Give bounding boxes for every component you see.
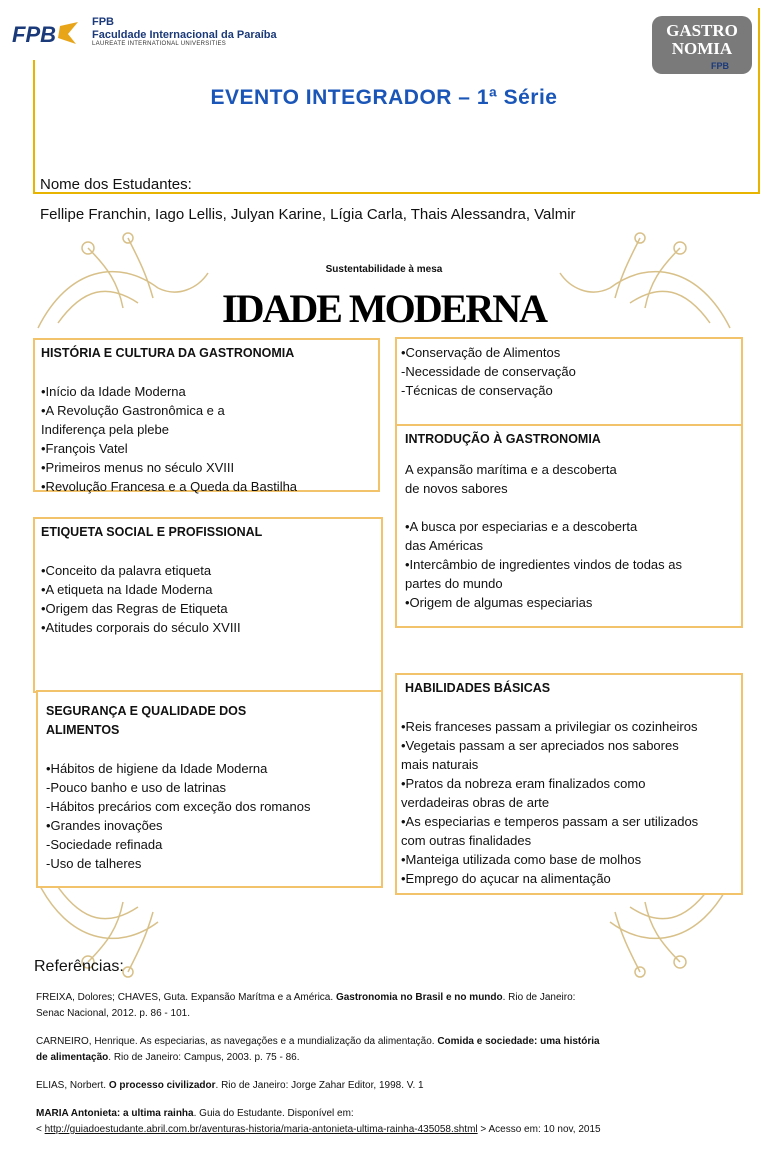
list-item: -Pouco banho e uso de latrinas (46, 780, 226, 795)
list-item: •Intercâmbio de ingredientes vindos de todas as (405, 557, 682, 572)
list-item: •Vegetais passam a ser apreciados nos sabores (401, 738, 679, 753)
list-item: •François Vatel (41, 441, 128, 456)
list-item: •A busca por especiarias e a descoberta (405, 519, 638, 534)
reference-item (36, 990, 601, 1022)
students-names: Fellipe Franchin, Iago Lellis, Julyan Karine, Lígia Carla, Thais Alessandra, Valmir (40, 206, 576, 223)
list-item: -Hábitos precários com exceção dos romanos (46, 799, 311, 814)
list-item: mais naturais (401, 757, 479, 772)
references-list (36, 990, 601, 1150)
fpb-logo-text: FPB (12, 22, 56, 47)
list-item: •Revolução Francesa e a Queda da Bastilha (41, 479, 298, 494)
box-historia (33, 338, 380, 492)
ref4-link[interactable]: http://guiadoestudante.abril.com.br/aventuras-historia/maria-antonieta-ultima-rainha-435058.shtml (44, 1124, 478, 1135)
list-item: •Atitudes corporais do século XVIII (41, 620, 241, 635)
list-item: •Hábitos de higiene da Idade Moderna (46, 761, 268, 776)
ref1-text-c: . Rio de Janeiro: (502, 992, 576, 1003)
list-item: -Uso de talheres (46, 856, 142, 871)
list-item: •A Revolução Gastronômica e a (41, 403, 225, 418)
reference-item (36, 1078, 601, 1094)
list-item: de novos sabores (405, 481, 508, 496)
list-item: •Conservação de Alimentos (401, 345, 561, 360)
box-etiqueta (33, 517, 383, 693)
list-item: -Técnicas de conservação (401, 383, 553, 398)
ref1-text-d: Senac Nacional, 2012. p. 86 - 101. (36, 1008, 190, 1019)
event-title: EVENTO INTEGRADOR – 1ª Série (210, 86, 558, 109)
box-historia-heading: HISTÓRIA E CULTURA DA GASTRONOMIA (41, 346, 295, 360)
box-seguranca-heading-2: ALIMENTOS (46, 723, 120, 737)
ref2-text-d: . Rio de Janeiro: Campus, 2003. p. 75 - 86. (108, 1052, 300, 1063)
ref3-text-c: . Rio de Janeiro: Jorge Zahar Editor, 1998. V. 1 (215, 1080, 424, 1091)
list-item: com outras finalidades (401, 833, 532, 848)
list-item: •Origem das Regras de Etiqueta (41, 601, 228, 616)
box-introducao (395, 424, 743, 628)
list-item: •Manteiga utilizada como base de molhos (401, 852, 642, 867)
list-item: •Origem de algumas especiarias (405, 595, 593, 610)
list-item: •Emprego do açucar na alimentação (401, 871, 611, 886)
reference-item (36, 1034, 601, 1066)
header-frame-left (33, 60, 35, 194)
list-item: •Pratos da nobreza eram finalizados como (401, 776, 646, 791)
institution-network: LAUREATE INTERNATIONAL UNIVERSITIES (92, 41, 227, 48)
institution-acronym: FPB (92, 16, 114, 28)
box-seguranca (36, 690, 383, 888)
gastro-line1: GASTRO (666, 21, 738, 40)
students-label: Nome dos Estudantes: (40, 176, 192, 193)
subtitle: Sustentabilidade à mesa (325, 264, 443, 275)
list-item: •Grandes inovações (46, 818, 163, 833)
list-item: •Primeiros menus no século XVIII (41, 460, 235, 475)
list-item: •A etiqueta na Idade Moderna (41, 582, 213, 597)
list-item: -Sociedade refinada (46, 837, 163, 852)
box-habilidades (395, 673, 743, 895)
ref4-text-b: . Guia do Estudante. Disponível em: (193, 1108, 354, 1119)
ref3-title: O processo civilizador (108, 1080, 216, 1091)
box-habilidades-heading: HABILIDADES BÁSICAS (405, 681, 551, 695)
list-item: •Conceito da palavra etiqueta (41, 563, 212, 578)
gastro-line3: FPB (711, 61, 729, 71)
page-title: IDADE MODERNA (222, 286, 546, 331)
list-item: •Início da Idade Moderna (41, 384, 186, 399)
box-seguranca-heading-1: SEGURANÇA E QUALIDADE DOS (46, 704, 247, 718)
institution-fullname: Faculdade Internacional da Paraíba (92, 28, 277, 41)
list-item: Indiferença pela plebe (41, 422, 169, 437)
ref2-title-a: Comida e sociedade: uma história (437, 1036, 600, 1047)
list-item: -Necessidade de conservação (401, 364, 576, 379)
box-introducao-heading: INTRODUÇÃO À GASTRONOMIA (405, 432, 601, 446)
ref3-text-a: ELIAS, Norbert. (36, 1080, 109, 1091)
list-item: A expansão marítima e a descoberta (405, 462, 617, 477)
reference-item (36, 1106, 601, 1138)
list-item: verdadeiras obras de arte (401, 795, 550, 810)
box-conservacao (395, 337, 743, 427)
box-etiqueta-heading: ETIQUETA SOCIAL E PROFISSIONAL (41, 525, 263, 539)
list-item: partes do mundo (405, 576, 503, 591)
list-item: •As especiarias e temperos passam a ser utilizados (401, 814, 699, 829)
ref1-text-a: FREIXA, Dolores; CHAVES, Guta. Expansão Marítma e a América. (36, 992, 336, 1003)
ref2-text-a: CARNEIRO, Henrique. As especiarias, as navegações e a mundialização da alimentação. (36, 1036, 438, 1047)
references-label: Referências: (34, 958, 124, 975)
ref2-title-b: de alimentação (36, 1052, 109, 1063)
gastro-line2: NOMIA (671, 39, 733, 58)
ref1-title: Gastronomia no Brasil e no mundo (335, 992, 503, 1003)
list-item: •Reis franceses passam a privilegiar os cozinheiros (401, 719, 698, 734)
list-item: das Américas (405, 538, 484, 553)
ref4-title: MARIA Antonieta: a ultima rainha (36, 1108, 194, 1119)
ref4-text-d: > Acesso em: 10 nov, 2015 (477, 1124, 601, 1135)
ref4-text-c: < (36, 1124, 45, 1135)
